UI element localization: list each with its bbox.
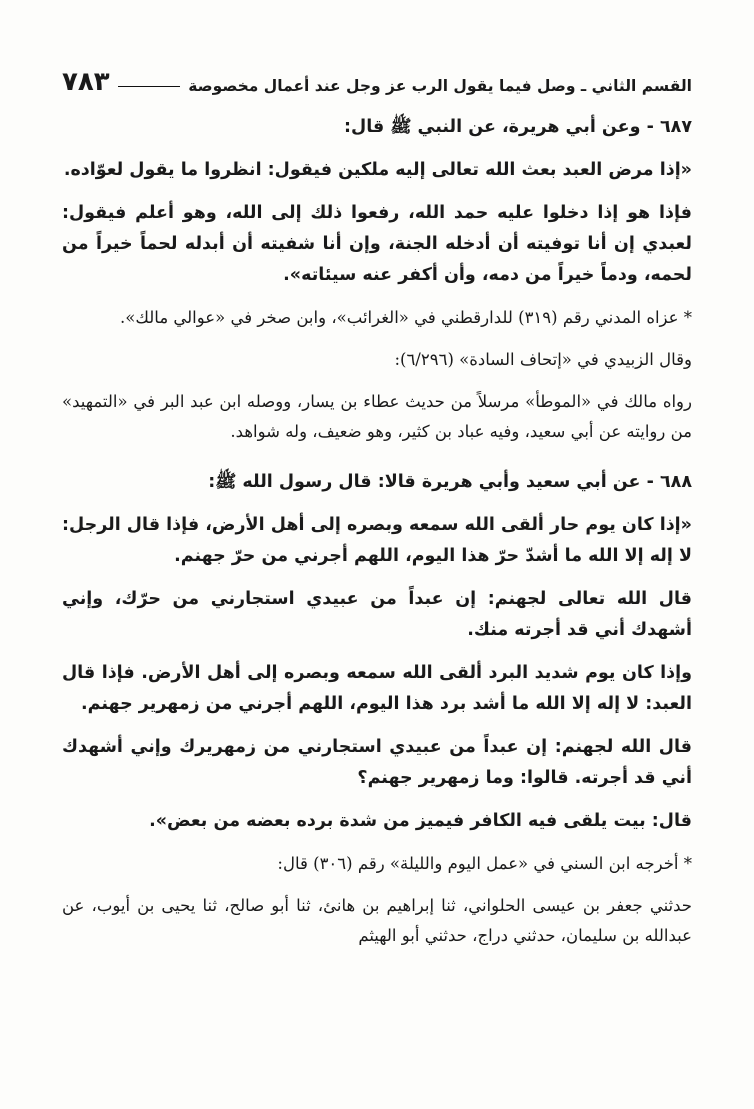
hadith-688-text-3: وإذا كان يوم شديد البرد ألقى الله سمعه وبصره إلى أهل الأرض. فإذا قال العبد: لا إله إلا الله ما أشد برد هذا اليوم، اللهم أجرني من زمهرير جهنم. <box>62 663 692 714</box>
hadith-687-commentary-intro: وقال الزبيدي في «إتحاف السادة» (٦/٢٩٦): <box>394 350 692 369</box>
hadith-687-text-1: «إذا مرض العبد بعث الله تعالى إليه ملكين فيقول: انظروا ما يقول لعوّاده. <box>63 160 692 180</box>
hadith-687-heading: ٦٨٧ - وعن أبي هريرة، عن النبي ﷺ قال: <box>344 117 692 137</box>
page-number: ٧٨٣ <box>62 67 110 97</box>
hadith-687-text-2: فإذا هو إذا دخلوا عليه حمد الله، رفعوا ذلك إلى الله، وهو أعلم فيقول: لعبدي إن أنا توفيته أن أدخله الجنة، وإن أنا شفيته أن أبدله لحماً خيراً من لحمه، ودماً خيراً من دمه، وأن أكفر عنه سيئاته». <box>62 203 692 285</box>
page-body <box>62 112 692 963</box>
hadith-687-commentary: رواه مالك في «الموطأ» مرسلاً من حديث عطاء بن يسار، ووصله ابن عبد البر في «التمهيد» من روايته عن أبي سعيد، وفيه عباد بن كثير، وهو ضعيف، وله شواهد. <box>62 392 692 441</box>
hadith-688-isnad: حدثني جعفر بن عيسى الحلواني، ثنا إبراهيم بن هانئ، ثنا أبو صالح، ثنا يحيى بن أيوب، عن عبدالله بن سليمان، حدثني دراج، حدثني أبو الهيثم <box>62 896 692 945</box>
running-header <box>62 55 692 95</box>
hadith-687-attribution: * عزاه المدني رقم (٣١٩) للدارقطني في «الغرائب»، وابن صخر في «عوالي مالك». <box>120 308 692 327</box>
hadith-688-text-4: قال الله لجهنم: إن عبداً من عبيدي استجارني من زمهريرك وإني أشهدك أني قد أجرته. قالوا: وما زمهرير جهنم؟ <box>62 737 692 788</box>
header-title: القسم الثاني ـ وصل فيما يقول الرب عز وجل عند أعمال مخصوصة <box>188 77 692 95</box>
hadith-688-heading: ٦٨٨ - عن أبي سعيد وأبي هريرة قالا: قال رسول الله ﷺ: <box>208 472 692 492</box>
hadith-688-text-1: «إذا كان يوم حار ألقى الله سمعه وبصره إلى أهل الأرض، فإذا قال الرجل: لا إله إلا الله ما أشدّ حرّ هذا اليوم، اللهم أجرني من حرّ جهنم. <box>62 515 692 566</box>
header-rule <box>118 86 181 87</box>
hadith-688-text-2: قال الله تعالى لجهنم: إن عبداً من عبيدي استجارني من حرّك، وإني أشهدك أني قد أجرته منك. <box>62 589 692 640</box>
hadith-688-attribution: * أخرجه ابن السني في «عمل اليوم والليلة» رقم (٣٠٦) قال: <box>277 854 692 873</box>
hadith-688-text-5: قال: بيت يلقى فيه الكافر فيميز من شدة برده بعضه من بعض». <box>149 811 692 831</box>
